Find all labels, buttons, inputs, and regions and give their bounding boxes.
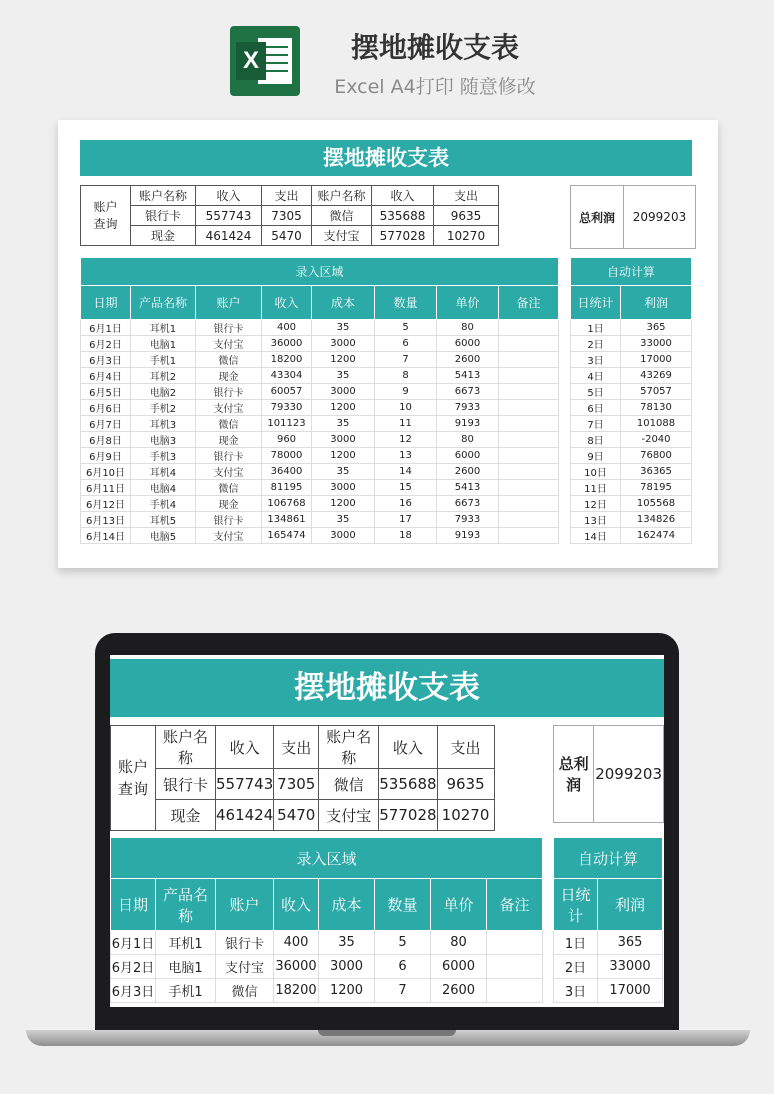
auto-cell: -2040 [621, 432, 692, 448]
auto-cell: 134826 [621, 512, 692, 528]
screen-account-cell: 7305 [274, 769, 319, 800]
entry-cell [499, 352, 559, 368]
auto-row [571, 496, 692, 512]
entry-cell: 81195 [262, 480, 312, 496]
entry-cell: 手机3 [131, 448, 196, 464]
entry-cell: 支付宝 [196, 464, 262, 480]
screen-entry-cell: 微信 [216, 979, 274, 1003]
screen-entry-header-cell: 备注 [487, 879, 543, 931]
entry-cell: 6月12日 [81, 496, 131, 512]
entry-cell: 微信 [196, 480, 262, 496]
auto-row [571, 400, 692, 416]
sheet-title: 摆地摊收支表 [80, 140, 692, 176]
screen-entry-row [111, 955, 543, 979]
entry-row [81, 464, 559, 480]
screen-entry-row [111, 931, 543, 955]
entry-cell: 电脑5 [131, 528, 196, 544]
entry-cell: 106768 [262, 496, 312, 512]
entry-cell: 耳机1 [131, 320, 196, 336]
account-cell: 银行卡 [131, 206, 196, 226]
entry-cell: 微信 [196, 416, 262, 432]
account-query-label: 账户查询 [81, 186, 131, 246]
page-subtitle: Excel A4打印 随意修改 [334, 76, 536, 98]
entry-cell: 6月8日 [81, 432, 131, 448]
screen-entry-cell: 5 [375, 931, 431, 955]
screen-entry-cell: 手机1 [156, 979, 216, 1003]
entry-cell: 36000 [262, 336, 312, 352]
entry-cell: 1200 [312, 400, 375, 416]
entry-cell [499, 320, 559, 336]
entry-cell: 3000 [312, 336, 375, 352]
screen-auto-header-cell: 利润 [598, 879, 663, 931]
entry-cell: 10 [375, 400, 437, 416]
screen-auto-row [554, 979, 663, 1003]
auto-row [571, 416, 692, 432]
entry-cell: 3000 [312, 480, 375, 496]
entry-cell: 耳机5 [131, 512, 196, 528]
entry-row [81, 384, 559, 400]
entry-cell [499, 384, 559, 400]
entry-cell: 18200 [262, 352, 312, 368]
screen-entry-body [111, 931, 543, 1003]
auto-cell: 5日 [571, 384, 621, 400]
entry-cell: 6000 [437, 336, 499, 352]
auto-cell: 14日 [571, 528, 621, 544]
screen-auto-cell: 365 [598, 931, 663, 955]
entry-cell: 12 [375, 432, 437, 448]
entry-row [81, 432, 559, 448]
auto-cell: 76800 [621, 448, 692, 464]
screen-sheet-title: 摆地摊收支表 [110, 659, 664, 717]
screen-account-header: 收入 [379, 726, 437, 769]
entry-cell: 6月1日 [81, 320, 131, 336]
entry-cell: 14 [375, 464, 437, 480]
screen-account-cell: 5470 [274, 800, 319, 831]
account-header: 收入 [196, 186, 262, 206]
screen-auto-row [554, 955, 663, 979]
entry-cell [499, 432, 559, 448]
screen-entry-header-cell: 产品名称 [156, 879, 216, 931]
auto-cell: 1日 [571, 320, 621, 336]
entry-row [81, 448, 559, 464]
screen-entry-cell: 80 [431, 931, 487, 955]
entry-cell: 银行卡 [196, 384, 262, 400]
entry-cell: 3000 [312, 432, 375, 448]
account-cell: 现金 [131, 226, 196, 246]
entry-cell: 15 [375, 480, 437, 496]
entry-cell: 35 [312, 512, 375, 528]
screen-entry-cell: 6月2日 [111, 955, 156, 979]
entry-row [81, 528, 559, 544]
account-cell: 461424 [196, 226, 262, 246]
entry-cell: 78000 [262, 448, 312, 464]
excel-logo-letter: X [236, 42, 266, 80]
entry-cell: 7933 [437, 512, 499, 528]
screen-account-cell: 535688 [379, 769, 437, 800]
screen-auto-body [554, 931, 663, 1003]
entry-cell [499, 464, 559, 480]
entry-cell: 耳机4 [131, 464, 196, 480]
total-profit-table [570, 185, 696, 249]
auto-calc-table [570, 257, 692, 544]
auto-header-cell: 利润 [621, 286, 692, 320]
entry-row [81, 480, 559, 496]
screen-entry-header-cell: 收入 [274, 879, 319, 931]
screen-auto-header-row [554, 879, 663, 931]
entry-cell: 9 [375, 384, 437, 400]
entry-cell: 960 [262, 432, 312, 448]
entry-cell: 手机1 [131, 352, 196, 368]
auto-calc-title: 自动计算 [571, 258, 692, 286]
entry-cell: 6月5日 [81, 384, 131, 400]
entry-cell: 6月7日 [81, 416, 131, 432]
screen-auto-cell: 1日 [554, 931, 598, 955]
auto-cell: 2日 [571, 336, 621, 352]
entry-row [81, 352, 559, 368]
screen-entry-cell: 35 [319, 931, 375, 955]
entry-row [81, 320, 559, 336]
entry-row [81, 400, 559, 416]
screen-account-header: 支出 [437, 726, 494, 769]
account-cell: 10270 [434, 226, 499, 246]
entry-cell: 银行卡 [196, 448, 262, 464]
entry-cell: 17 [375, 512, 437, 528]
entry-cell: 7933 [437, 400, 499, 416]
screen-account-query-label: 账户查询 [111, 726, 156, 831]
total-profit-label: 总利润 [571, 186, 624, 249]
screen-entry-header-cell: 成本 [319, 879, 375, 931]
entry-cell: 电脑1 [131, 336, 196, 352]
entry-header-cell: 收入 [262, 286, 312, 320]
entry-cell: 现金 [196, 432, 262, 448]
entry-cell: 400 [262, 320, 312, 336]
screen-entry-header-cell: 单价 [431, 879, 487, 931]
auto-cell: 162474 [621, 528, 692, 544]
entry-cell: 6月14日 [81, 528, 131, 544]
auto-row [571, 512, 692, 528]
auto-row [571, 368, 692, 384]
entry-cell [499, 400, 559, 416]
entry-cell: 6月11日 [81, 480, 131, 496]
entry-cell: 18 [375, 528, 437, 544]
screen-account-query-table [110, 725, 495, 831]
entry-cell [499, 496, 559, 512]
auto-cell: 33000 [621, 336, 692, 352]
entry-header-cell: 产品名称 [131, 286, 196, 320]
screen-entry-cell: 6000 [431, 955, 487, 979]
entry-cell: 5413 [437, 368, 499, 384]
entry-cell: 2600 [437, 464, 499, 480]
entry-cell: 5413 [437, 480, 499, 496]
screen-account-header: 收入 [216, 726, 274, 769]
entry-cell: 电脑3 [131, 432, 196, 448]
screen-entry-cell: 6 [375, 955, 431, 979]
entry-cell: 101123 [262, 416, 312, 432]
screen-entry-table [110, 837, 543, 1003]
auto-cell: 3日 [571, 352, 621, 368]
screen-account-cell: 现金 [156, 800, 216, 831]
screen-entry-cell: 2600 [431, 979, 487, 1003]
entry-header-cell: 单价 [437, 286, 499, 320]
auto-header-row [571, 286, 692, 320]
laptop-notch [318, 1030, 456, 1036]
screen-account-cell: 10270 [437, 800, 494, 831]
entry-cell: 16 [375, 496, 437, 512]
entry-cell: 43304 [262, 368, 312, 384]
screen-entry-header-cell: 数量 [375, 879, 431, 931]
account-cell: 5470 [262, 226, 312, 246]
auto-row [571, 352, 692, 368]
entry-cell: 35 [312, 320, 375, 336]
entry-cell: 1200 [312, 352, 375, 368]
screen-entry-cell: 7 [375, 979, 431, 1003]
entry-cell: 手机2 [131, 400, 196, 416]
screen-total-profit-value: 2099203 [594, 726, 664, 823]
entry-cell: 79330 [262, 400, 312, 416]
entry-cell: 9193 [437, 416, 499, 432]
entry-cell: 1200 [312, 448, 375, 464]
auto-cell: 365 [621, 320, 692, 336]
entry-cell: 6月13日 [81, 512, 131, 528]
auto-row [571, 384, 692, 400]
screen-entry-cell: 银行卡 [216, 931, 274, 955]
auto-header-cell: 日统计 [571, 286, 621, 320]
entry-header-cell: 日期 [81, 286, 131, 320]
entry-header-cell: 成本 [312, 286, 375, 320]
screen-account-cell: 支付宝 [319, 800, 379, 831]
entry-row [81, 416, 559, 432]
auto-cell: 78195 [621, 480, 692, 496]
entry-cell [499, 480, 559, 496]
auto-cell: 57057 [621, 384, 692, 400]
screen-entry-cell: 6月3日 [111, 979, 156, 1003]
laptop-screen [110, 655, 664, 1007]
account-header: 账户名称 [131, 186, 196, 206]
account-header: 账户名称 [312, 186, 372, 206]
screen-entry-cell: 1200 [319, 979, 375, 1003]
entry-cell: 6月3日 [81, 352, 131, 368]
entry-cell [499, 528, 559, 544]
screen-auto-header-cell: 日统计 [554, 879, 598, 931]
screen-auto-cell: 2日 [554, 955, 598, 979]
entry-cell: 35 [312, 368, 375, 384]
screen-entry-area-title: 录入区域 [111, 838, 543, 879]
screen-entry-cell [487, 955, 543, 979]
entry-cell: 3000 [312, 528, 375, 544]
screen-account-cell: 461424 [216, 800, 274, 831]
screen-entry-cell: 电脑1 [156, 955, 216, 979]
screen-account-cell: 银行卡 [156, 769, 216, 800]
screen-entry-cell: 400 [274, 931, 319, 955]
auto-cell: 43269 [621, 368, 692, 384]
entry-cell: 6月4日 [81, 368, 131, 384]
entry-cell [499, 416, 559, 432]
entry-cell: 耳机2 [131, 368, 196, 384]
entry-cell: 6000 [437, 448, 499, 464]
entry-cell: 13 [375, 448, 437, 464]
auto-body [571, 320, 692, 544]
auto-row [571, 480, 692, 496]
auto-cell: 11日 [571, 480, 621, 496]
account-cell: 557743 [196, 206, 262, 226]
entry-cell: 3000 [312, 384, 375, 400]
screen-entry-cell: 3000 [319, 955, 375, 979]
auto-cell: 36365 [621, 464, 692, 480]
screen-entry-cell [487, 979, 543, 1003]
entry-cell [499, 368, 559, 384]
entry-cell: 6月10日 [81, 464, 131, 480]
entry-cell: 6 [375, 336, 437, 352]
entry-cell [499, 336, 559, 352]
entry-cell: 手机4 [131, 496, 196, 512]
account-header: 收入 [372, 186, 434, 206]
screen-auto-cell: 33000 [598, 955, 663, 979]
entry-row [81, 336, 559, 352]
entry-cell [499, 448, 559, 464]
entry-row [81, 512, 559, 528]
entry-cell: 支付宝 [196, 528, 262, 544]
account-cell: 微信 [312, 206, 372, 226]
account-cell: 577028 [372, 226, 434, 246]
entry-cell: 134861 [262, 512, 312, 528]
sheet-preview [58, 120, 718, 568]
entry-cell: 7 [375, 352, 437, 368]
screen-entry-header-cell: 账户 [216, 879, 274, 931]
screen-entry-header-cell: 日期 [111, 879, 156, 931]
entry-header-cell: 数量 [375, 286, 437, 320]
account-cell: 7305 [262, 206, 312, 226]
entry-cell: 9193 [437, 528, 499, 544]
entry-cell: 1200 [312, 496, 375, 512]
account-cell: 支付宝 [312, 226, 372, 246]
account-header: 支出 [262, 186, 312, 206]
auto-cell: 101088 [621, 416, 692, 432]
screen-auto-calc-table [553, 837, 663, 1003]
auto-cell: 9日 [571, 448, 621, 464]
screen-account-cell: 微信 [319, 769, 379, 800]
entry-cell: 2600 [437, 352, 499, 368]
screen-account-cell: 9635 [437, 769, 494, 800]
screen-entry-cell [487, 931, 543, 955]
entry-cell: 银行卡 [196, 320, 262, 336]
screen-account-cell: 557743 [216, 769, 274, 800]
account-cell: 9635 [434, 206, 499, 226]
screen-entry-cell: 36000 [274, 955, 319, 979]
entry-cell: 支付宝 [196, 400, 262, 416]
auto-cell: 17000 [621, 352, 692, 368]
auto-cell: 6日 [571, 400, 621, 416]
entry-cell: 165474 [262, 528, 312, 544]
entry-cell: 银行卡 [196, 512, 262, 528]
page-title: 摆地摊收支表 [350, 31, 519, 64]
entry-cell: 35 [312, 416, 375, 432]
auto-row [571, 432, 692, 448]
auto-row [571, 336, 692, 352]
screen-total-profit-table [553, 725, 664, 823]
entry-cell: 支付宝 [196, 336, 262, 352]
auto-row [571, 448, 692, 464]
entry-cell: 电脑2 [131, 384, 196, 400]
entry-cell [499, 512, 559, 528]
entry-row [81, 496, 559, 512]
entry-cell: 5 [375, 320, 437, 336]
entry-cell: 60057 [262, 384, 312, 400]
entry-body [81, 320, 559, 544]
screen-entry-row [111, 979, 543, 1003]
entry-cell: 8 [375, 368, 437, 384]
entry-cell: 微信 [196, 352, 262, 368]
entry-table [80, 257, 559, 544]
auto-cell: 13日 [571, 512, 621, 528]
entry-row [81, 368, 559, 384]
auto-cell: 7日 [571, 416, 621, 432]
auto-row [571, 528, 692, 544]
account-query-table [80, 185, 499, 246]
screen-auto-row [554, 931, 663, 955]
entry-cell: 现金 [196, 368, 262, 384]
account-cell: 535688 [372, 206, 434, 226]
screen-account-header: 支出 [274, 726, 319, 769]
screen-total-profit-label: 总利润 [554, 726, 594, 823]
total-profit-value: 2099203 [624, 186, 696, 249]
screen-auto-calc-title: 自动计算 [554, 838, 663, 879]
screen-account-header: 账户名称 [156, 726, 216, 769]
screen-auto-cell: 17000 [598, 979, 663, 1003]
auto-row [571, 320, 692, 336]
screen-entry-cell: 18200 [274, 979, 319, 1003]
auto-cell: 78130 [621, 400, 692, 416]
auto-row [571, 464, 692, 480]
entry-header-cell: 账户 [196, 286, 262, 320]
entry-cell: 6月9日 [81, 448, 131, 464]
entry-header-cell: 备注 [499, 286, 559, 320]
screen-entry-header-row [111, 879, 543, 931]
entry-cell: 80 [437, 432, 499, 448]
entry-cell: 6673 [437, 496, 499, 512]
entry-cell: 耳机3 [131, 416, 196, 432]
entry-cell: 11 [375, 416, 437, 432]
entry-cell: 36400 [262, 464, 312, 480]
screen-account-cell: 577028 [379, 800, 437, 831]
entry-cell: 6673 [437, 384, 499, 400]
screen-entry-cell: 6月1日 [111, 931, 156, 955]
excel-logo-icon [230, 26, 300, 96]
entry-cell: 现金 [196, 496, 262, 512]
auto-cell: 12日 [571, 496, 621, 512]
entry-cell: 电脑4 [131, 480, 196, 496]
auto-cell: 4日 [571, 368, 621, 384]
entry-area-title: 录入区域 [81, 258, 559, 286]
entry-cell: 35 [312, 464, 375, 480]
entry-cell: 80 [437, 320, 499, 336]
entry-header-row [81, 286, 559, 320]
entry-cell: 6月2日 [81, 336, 131, 352]
auto-cell: 10日 [571, 464, 621, 480]
screen-entry-cell: 支付宝 [216, 955, 274, 979]
screen-entry-cell: 耳机1 [156, 931, 216, 955]
auto-cell: 105568 [621, 496, 692, 512]
account-header: 支出 [434, 186, 499, 206]
screen-auto-cell: 3日 [554, 979, 598, 1003]
screen-account-header: 账户名称 [319, 726, 379, 769]
auto-cell: 8日 [571, 432, 621, 448]
entry-cell: 6月6日 [81, 400, 131, 416]
